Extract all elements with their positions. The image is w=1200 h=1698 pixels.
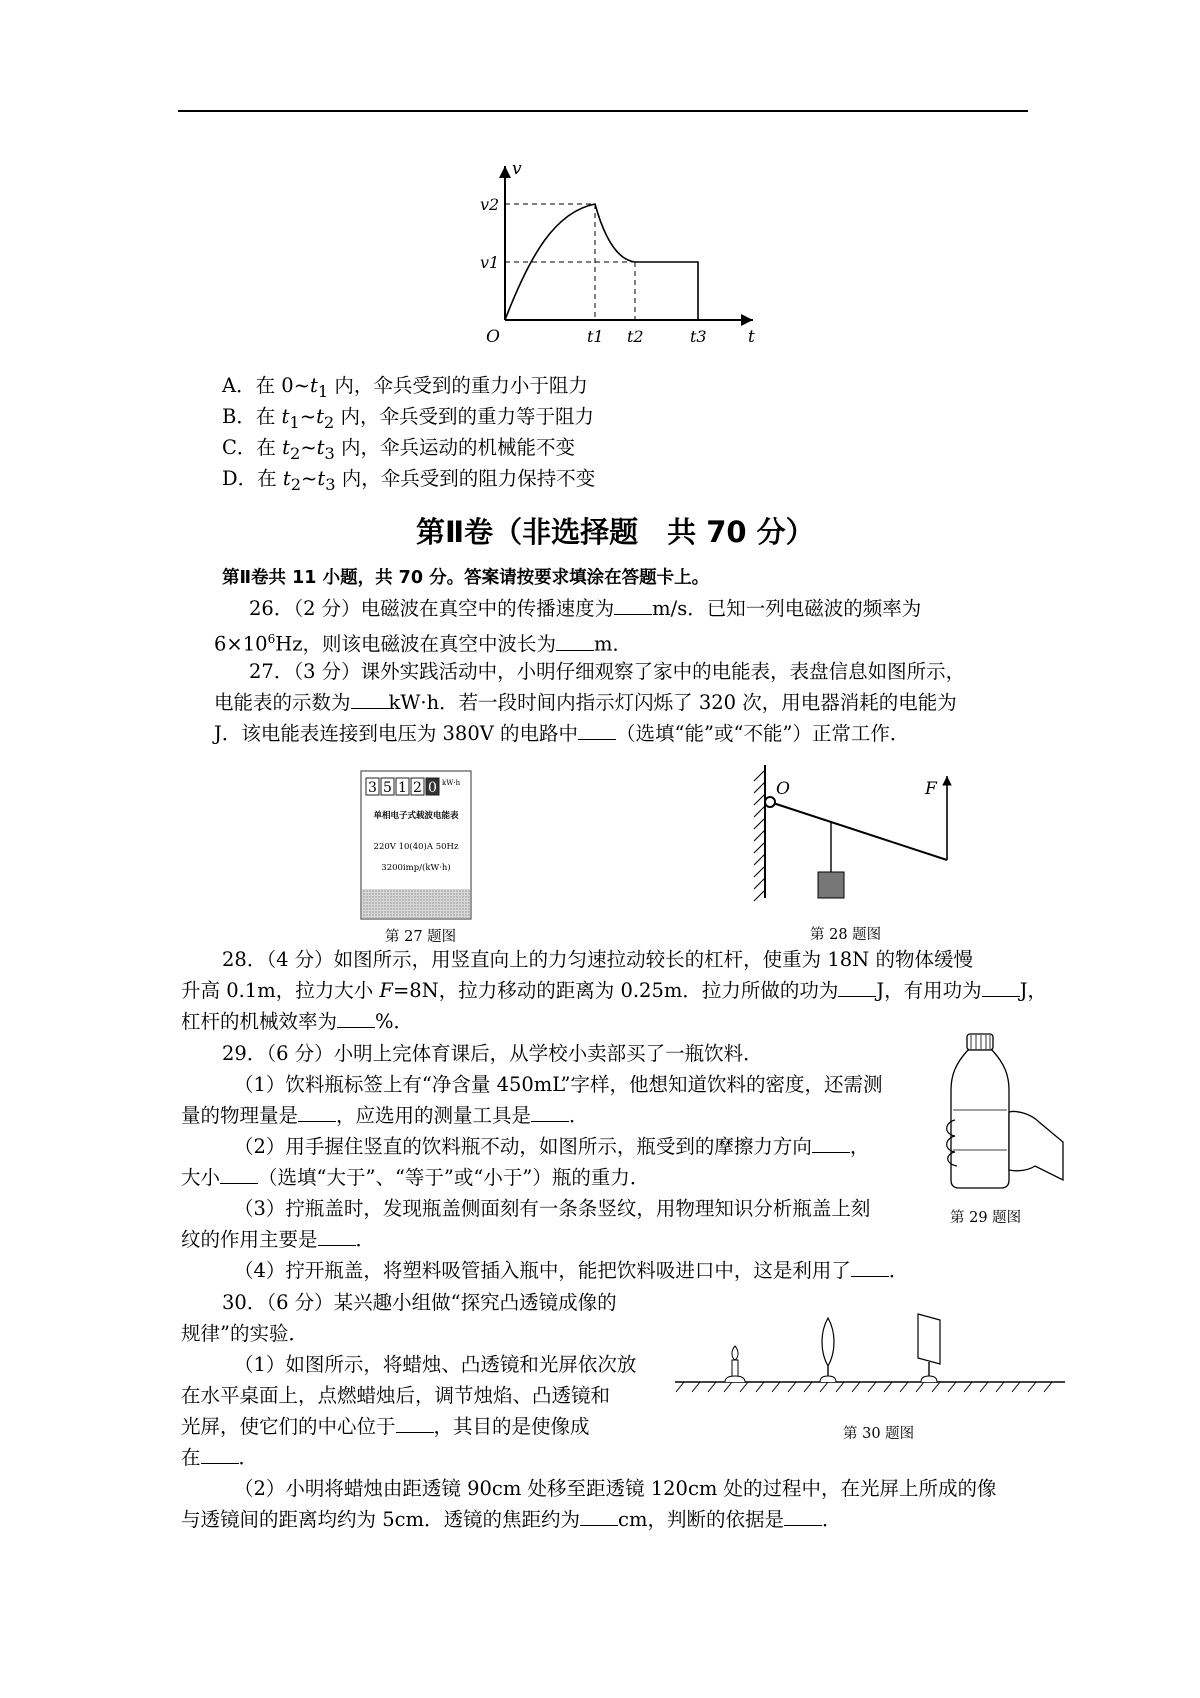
q30-line4: 在水平桌面上，点燃蜡烛后，调节烛焰、凸透镜和 xyxy=(181,1384,611,1407)
fig28-caption: 第 28 题图 xyxy=(810,927,882,943)
lever-bar xyxy=(770,802,947,860)
q27-line2: 电能表的示数为 kW·h．若一段时间内指示灯闪烁了 320 次，用电器消耗的电能为 xyxy=(214,687,957,718)
q30-line8: 与透镜间的距离均约为 5cm．透镜的焦距约为 cm，判断的依据是 ． xyxy=(181,1504,841,1535)
q29-line2: （1）饮料瓶标签上有“净含量 450mL”字样，他想知道饮料的密度，还需测 xyxy=(234,1073,883,1096)
q29-line3: 量的物理量是 ，应选用的测量工具是 ． xyxy=(181,1100,589,1131)
weight-block xyxy=(818,872,844,898)
fig29-caption: 第 29 题图 xyxy=(950,1210,1022,1226)
meter-spec1: 220V 10(40)A 50Hz xyxy=(373,842,459,852)
q27-line1: 27．（3 分）课外实践活动中，小明仔细观察了家中的电能表，表盘信息如图所示， xyxy=(249,660,966,683)
q29-line5: 大小 （选填“大于”、“等于”或“小于”）瓶的重力． xyxy=(181,1162,649,1193)
meter-digit-1: 3 xyxy=(368,780,377,796)
bottle-in-hand-figure xyxy=(935,1030,1065,1200)
q29-line1: 29．（6 分）小明上完体育课后，从学校小卖部买了一瓶饮料． xyxy=(222,1042,763,1065)
meter-digits xyxy=(366,778,439,796)
q26-line2: $6\times 10^6Hz$，则该电磁波在真空中波长为 m． xyxy=(214,632,632,656)
q30-line2: 规律”的实验． xyxy=(181,1322,308,1345)
q29-line4: （2）用手握住竖直的饮料瓶不动，如图所示，瓶受到的摩擦力方向 ， xyxy=(234,1131,869,1162)
meter-digit-4: 2 xyxy=(413,780,422,796)
t2-label: t2 xyxy=(627,327,644,346)
lever-figure xyxy=(740,760,980,925)
fig27-caption: 第 27 题图 xyxy=(385,929,457,945)
pivot-label: O xyxy=(776,779,790,799)
option-a: A．在 $0\sim t_1$ 内，伞兵受到的重力小于阻力 xyxy=(222,374,588,401)
meter-name: 单相电子式载波电能表 xyxy=(373,811,459,821)
pivot xyxy=(765,797,775,807)
q28-line2: 升高 0.1m，拉力大小 F=8N，拉力移动的距离为 0.25m．拉力所做的功为 J，有用功为 J， xyxy=(181,975,1047,1006)
meter-digit-2: 5 xyxy=(383,780,392,796)
candle xyxy=(725,1346,745,1382)
v-axis-label: v xyxy=(512,160,522,179)
header-rule xyxy=(178,110,1028,112)
hand xyxy=(1009,1111,1063,1180)
option-c: C．在 $t_2\sim t_3$ 内，伞兵运动的机械能不变 xyxy=(222,436,576,463)
fig30-caption: 第 30 题图 xyxy=(843,1426,915,1442)
t1-label: t1 xyxy=(587,327,604,346)
q30-line6: 在 ． xyxy=(181,1442,258,1473)
meter-unit: kW·h xyxy=(442,779,461,787)
t3-label: t3 xyxy=(690,327,707,346)
origin-label: O xyxy=(486,327,500,347)
q26-line1: 26．（2 分）电磁波在真空中的传播速度为 m/s．已知一列电磁波的频率为 xyxy=(249,593,921,624)
q28-line1: 28．（4 分）如图所示，用竖直向上的力匀速拉动较长的杠杆，使重为 18N 的物体缓慢 xyxy=(222,948,973,971)
meter-digit-3: 1 xyxy=(398,780,407,796)
option-b: B．在 $t_1\sim t_2$ 内，伞兵受到的重力等于阻力 xyxy=(222,405,594,432)
velocity-time-graph xyxy=(470,160,770,350)
q30-line5: 光屏，使它们的中心位于 ，其目的是使像成 xyxy=(181,1411,590,1442)
force-label: F xyxy=(925,779,937,799)
v2-label: v2 xyxy=(480,195,500,214)
q30-line3: （1）如图所示，将蜡烛、凸透镜和光屏依次放 xyxy=(234,1353,637,1376)
meter-digit-5: 0 xyxy=(428,780,437,796)
meter-spec2: 3200imp/(kW·h) xyxy=(381,863,451,873)
t-axis-label: t xyxy=(748,327,755,347)
convex-lens xyxy=(820,1318,836,1382)
section-note: 第Ⅱ卷共 11 小题，共 70 分。答案请按要求填涂在答题卡上。 xyxy=(222,568,710,588)
q30-line7: （2）小明将蜡烛由距透镜 90cm 处移至距透镜 120cm 处的过程中，在光屏上所成的像 xyxy=(234,1477,997,1500)
light-screen xyxy=(918,1314,940,1382)
v1-label: v1 xyxy=(480,253,500,272)
q28-line3: 杠杆的机械效率为 %． xyxy=(181,1006,413,1037)
option-d: D．在 $t_2\sim t_3$ 内，伞兵受到的阻力保持不变 xyxy=(222,467,596,494)
q29-line6: （3）拧瓶盖时，发现瓶盖侧面刻有一条条竖纹，用物理知识分析瓶盖上刻 xyxy=(234,1197,871,1220)
q27-line3: J．该电能表连接到电压为 380V 的电路中 （选填“能”或“不能”）正常工作． xyxy=(214,718,909,749)
q29-line8: （4）拧开瓶盖，将塑料吸管插入瓶中，能把饮料吸进口中，这是利用了 ． xyxy=(234,1255,908,1286)
optical-bench-figure xyxy=(670,1310,1070,1400)
energy-meter-figure xyxy=(360,770,472,920)
section-title: 第Ⅱ卷（非选择题 共 70 分） xyxy=(416,515,815,549)
q29-line7: 纹的作用主要是 ． xyxy=(181,1224,375,1255)
q30-line1: 30．（6 分）某兴趣小组做“探究凸透镜成像的 xyxy=(222,1291,617,1314)
